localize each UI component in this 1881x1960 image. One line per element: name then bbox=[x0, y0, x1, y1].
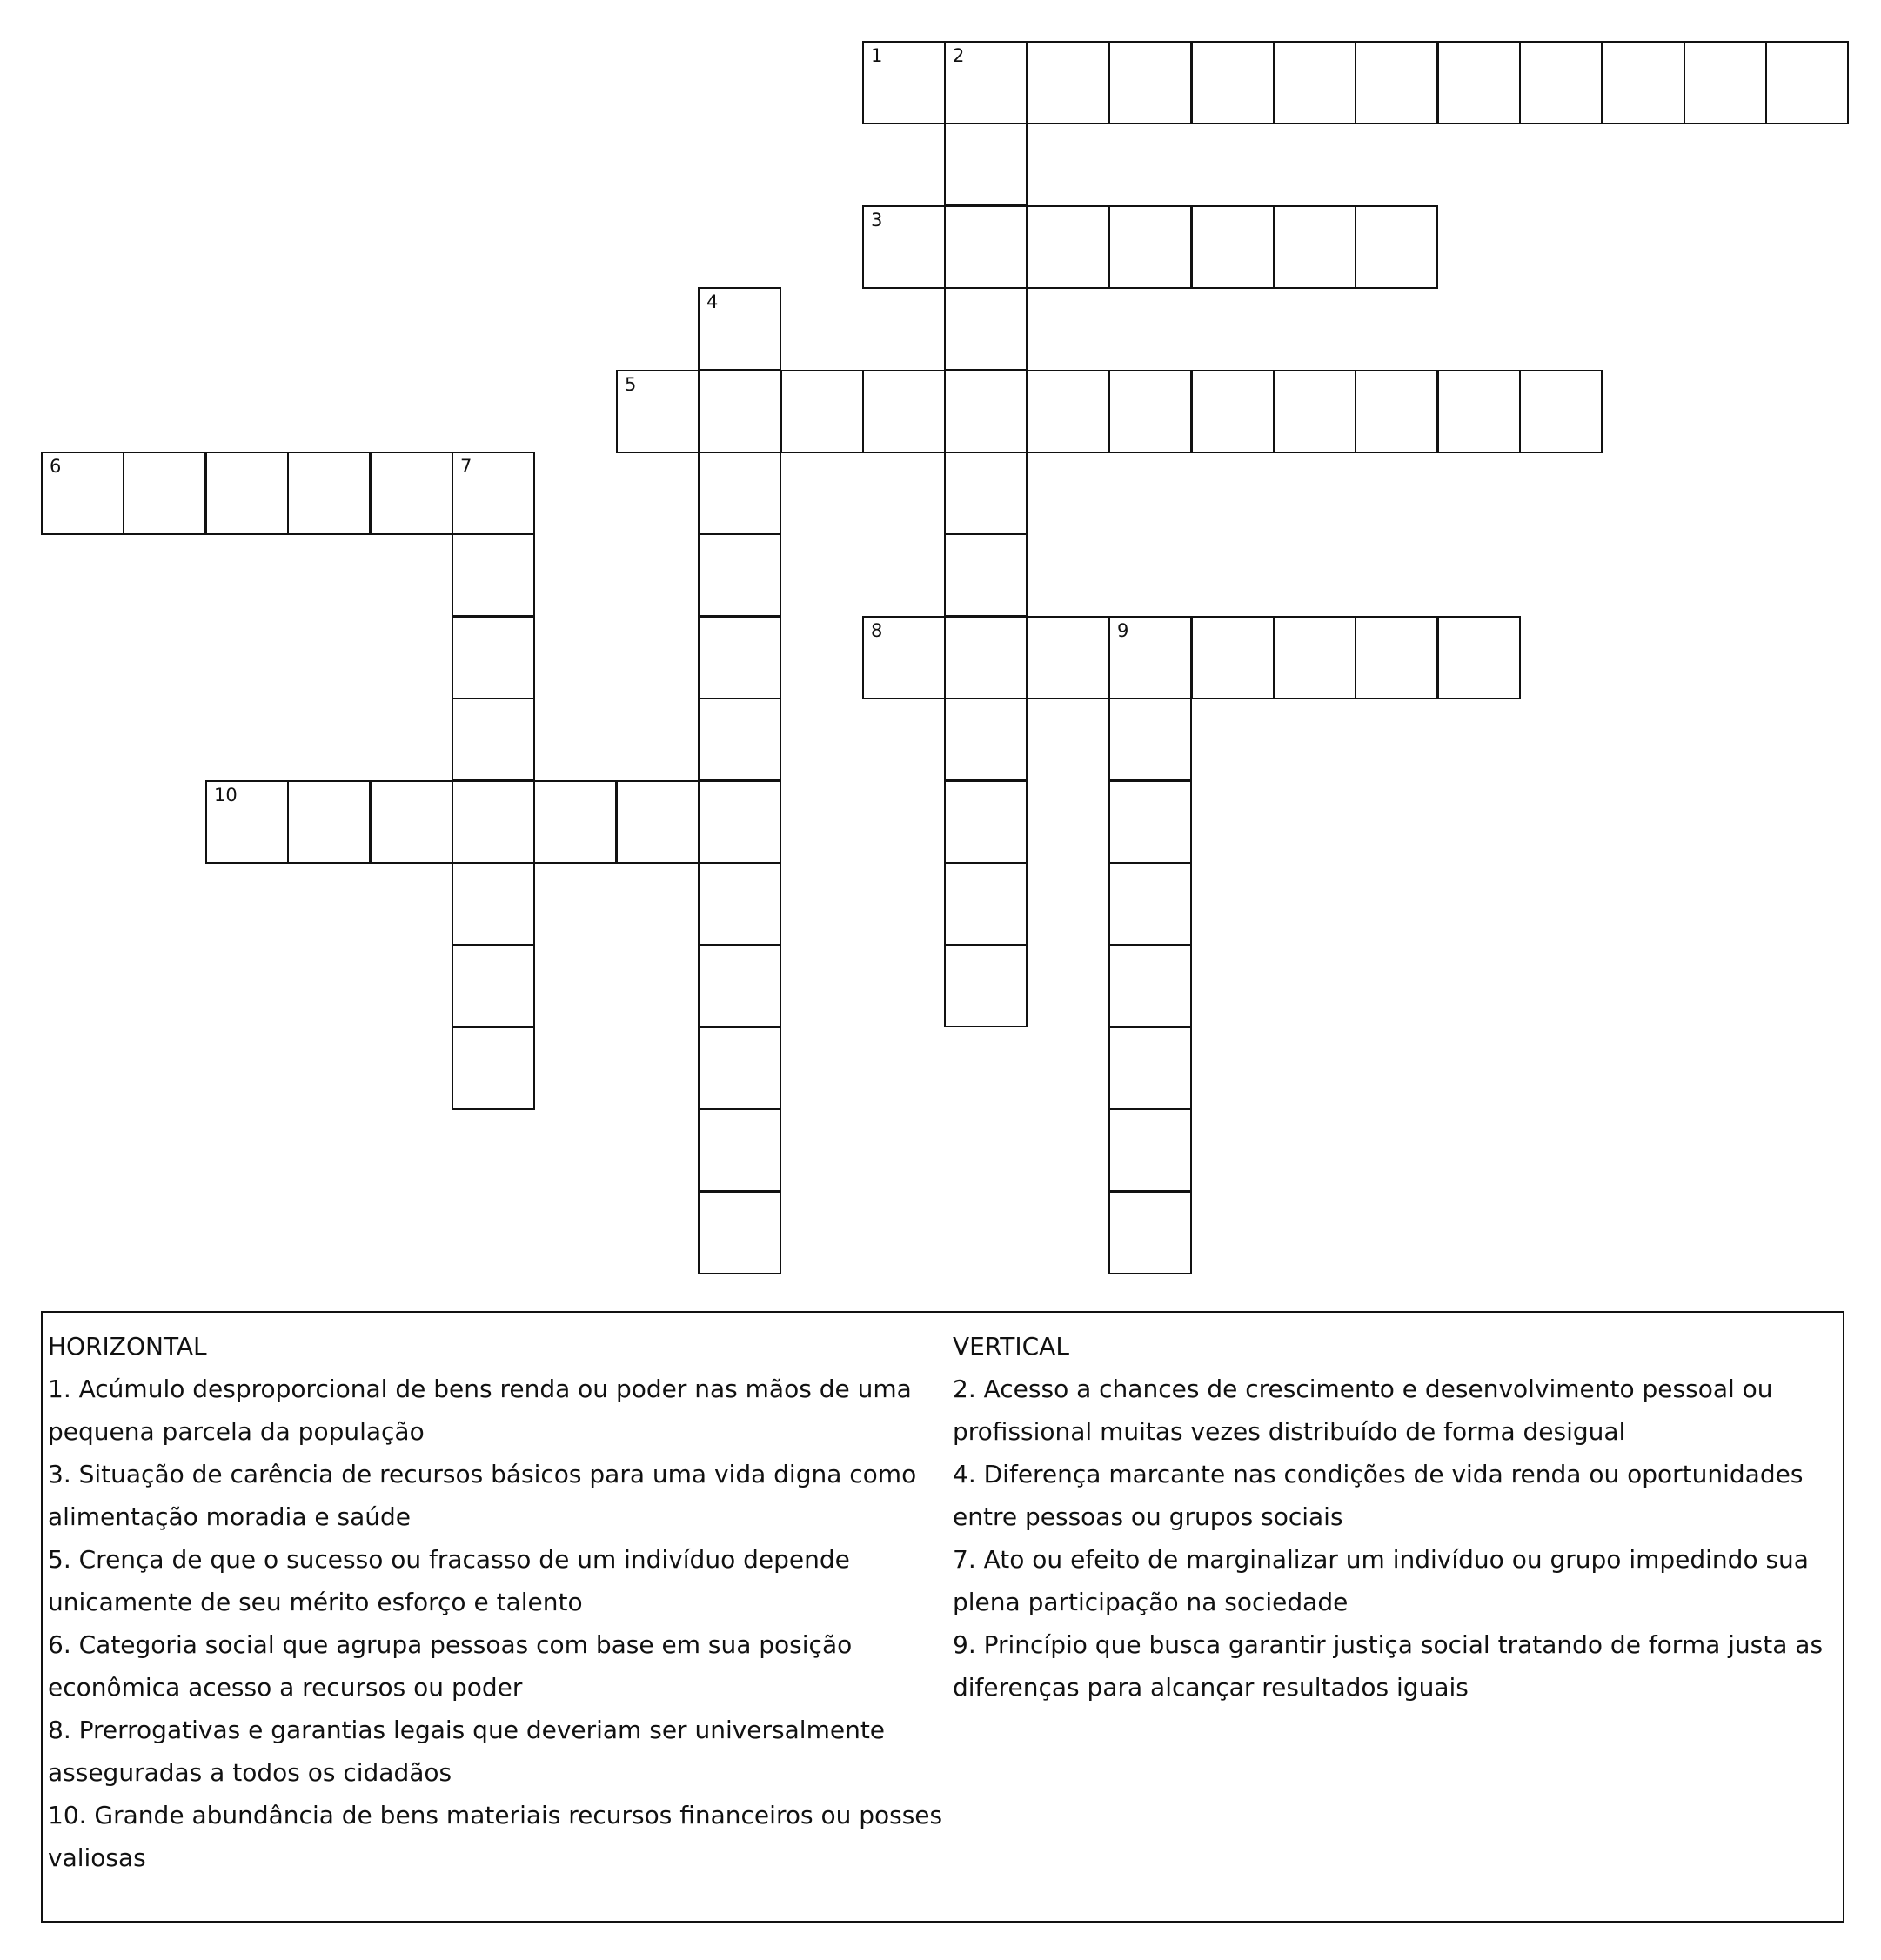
grid-cell[interactable] bbox=[1108, 1108, 1192, 1192]
vertical-clues bbox=[953, 1325, 1840, 1709]
grid-cell[interactable] bbox=[452, 1027, 535, 1110]
grid-cell[interactable] bbox=[944, 944, 1028, 1027]
grid-cell[interactable] bbox=[944, 533, 1028, 617]
grid-cell[interactable] bbox=[944, 370, 1028, 453]
clue-number-1: 1 bbox=[871, 45, 883, 66]
grid-cell[interactable] bbox=[944, 452, 1028, 535]
clue-down-9: 9. Princípio que busca garantir justiça social tratando de forma justa as diferenças para alcançar resultados iguais bbox=[953, 1630, 1824, 1702]
grid-cell[interactable] bbox=[533, 780, 617, 864]
clue-number-6: 6 bbox=[50, 456, 62, 477]
clue-down-7: 7. Ato ou efeito de marginalizar um indivíduo ou grupo impedindo sua plena participação na sociedade bbox=[953, 1545, 1809, 1616]
clue-number-5: 5 bbox=[625, 374, 637, 395]
grid-cell[interactable] bbox=[205, 452, 289, 535]
grid-cell[interactable] bbox=[698, 944, 781, 1027]
grid-cell[interactable] bbox=[1273, 205, 1356, 289]
clue-across-6: 6. Categoria social que agrupa pessoas com base em sua posição econômica acesso a recursos ou poder bbox=[48, 1630, 853, 1702]
grid-cell[interactable] bbox=[452, 780, 535, 864]
clue-down-2: 2. Acesso a chances de crescimento e desenvolvimento pessoal ou profissional muitas vezes distribuído de forma desigual bbox=[953, 1375, 1773, 1446]
grid-cell[interactable] bbox=[1765, 41, 1849, 124]
grid-cell[interactable] bbox=[616, 780, 700, 864]
grid-cell[interactable] bbox=[944, 698, 1028, 781]
clue-number-8: 8 bbox=[871, 620, 883, 641]
grid-cell[interactable] bbox=[1602, 41, 1685, 124]
grid-cell[interactable] bbox=[1108, 370, 1192, 453]
grid-cell[interactable] bbox=[944, 41, 1028, 124]
grid-cell[interactable] bbox=[287, 452, 371, 535]
grid-cell[interactable] bbox=[1273, 370, 1356, 453]
vertical-heading: VERTICAL bbox=[953, 1332, 1069, 1361]
grid-cell[interactable] bbox=[1108, 41, 1192, 124]
grid-cell[interactable] bbox=[1191, 205, 1275, 289]
grid-cell[interactable] bbox=[944, 862, 1028, 946]
grid-cell[interactable] bbox=[862, 616, 946, 699]
grid-cell[interactable] bbox=[1191, 370, 1275, 453]
grid-cell[interactable] bbox=[287, 780, 371, 864]
clue-number-7: 7 bbox=[460, 456, 472, 477]
grid-cell[interactable] bbox=[1027, 616, 1110, 699]
grid-cell[interactable] bbox=[698, 533, 781, 617]
grid-cell[interactable] bbox=[698, 780, 781, 864]
grid-cell[interactable] bbox=[698, 862, 781, 946]
grid-cell[interactable] bbox=[698, 370, 781, 453]
clue-across-5: 5. Crença de que o sucesso ou fracasso de um indivíduo depende unicamente de seu mérito esforço e talento bbox=[48, 1545, 850, 1616]
grid-cell[interactable] bbox=[1437, 616, 1521, 699]
grid-cell[interactable] bbox=[1108, 616, 1192, 699]
grid-cell[interactable] bbox=[944, 780, 1028, 864]
grid-cell[interactable] bbox=[1108, 944, 1192, 1027]
grid-cell[interactable] bbox=[944, 616, 1028, 699]
grid-cell[interactable] bbox=[1027, 41, 1110, 124]
clue-number-10: 10 bbox=[214, 785, 238, 806]
horizontal-clues bbox=[48, 1325, 970, 1879]
grid-cell[interactable] bbox=[1027, 370, 1110, 453]
grid-cell[interactable] bbox=[862, 41, 946, 124]
horizontal-heading: HORIZONTAL bbox=[48, 1332, 207, 1361]
grid-cell[interactable] bbox=[1437, 370, 1521, 453]
grid-cell[interactable] bbox=[123, 452, 206, 535]
clue-across-1: 1. Acúmulo desproporcional de bens renda ou poder nas mãos de uma pequena parcela da população bbox=[48, 1375, 912, 1446]
grid-cell[interactable] bbox=[1108, 1027, 1192, 1110]
grid-cell[interactable] bbox=[1355, 370, 1438, 453]
clue-across-10: 10. Grande abundância de bens materiais recursos financeiros ou posses valiosas bbox=[48, 1801, 943, 1872]
clue-down-4: 4. Diferença marcante nas condições de vida renda ou oportunidades entre pessoas ou grupos sociais bbox=[953, 1460, 1804, 1531]
grid-cell[interactable] bbox=[452, 698, 535, 781]
grid-cell[interactable] bbox=[1519, 41, 1603, 124]
grid-cell[interactable] bbox=[1027, 205, 1110, 289]
clue-number-2: 2 bbox=[953, 45, 965, 66]
grid-cell[interactable] bbox=[780, 370, 864, 453]
grid-cell[interactable] bbox=[1519, 370, 1603, 453]
clue-across-3: 3. Situação de carência de recursos básicos para uma vida digna como alimentação moradia e saúde bbox=[48, 1460, 917, 1531]
grid-cell[interactable] bbox=[862, 370, 946, 453]
grid-cell[interactable] bbox=[1191, 41, 1275, 124]
clue-across-8: 8. Prerrogativas e garantias legais que deveriam ser universalmente asseguradas a todos os cidadãos bbox=[48, 1716, 886, 1787]
grid-cell[interactable] bbox=[370, 780, 453, 864]
grid-cell[interactable] bbox=[944, 123, 1028, 206]
grid-cell[interactable] bbox=[1437, 41, 1521, 124]
grid-cell[interactable] bbox=[698, 616, 781, 699]
grid-cell[interactable] bbox=[616, 370, 700, 453]
grid-cell[interactable] bbox=[1273, 616, 1356, 699]
grid-cell[interactable] bbox=[41, 452, 124, 535]
grid-cell[interactable] bbox=[1684, 41, 1767, 124]
grid-cell[interactable] bbox=[370, 452, 453, 535]
grid-cell[interactable] bbox=[1108, 698, 1192, 781]
grid-cell[interactable] bbox=[452, 452, 535, 535]
clue-number-9: 9 bbox=[1117, 620, 1129, 641]
grid-cell[interactable] bbox=[698, 287, 781, 371]
grid-cell[interactable] bbox=[452, 616, 535, 699]
grid-cell[interactable] bbox=[1273, 41, 1356, 124]
grid-cell[interactable] bbox=[1355, 41, 1438, 124]
clue-number-4: 4 bbox=[706, 291, 719, 312]
grid-cell[interactable] bbox=[1355, 205, 1438, 289]
grid-cell[interactable] bbox=[698, 1027, 781, 1110]
clues-panel bbox=[41, 1311, 1844, 1923]
grid-cell[interactable] bbox=[944, 287, 1028, 371]
grid-cell[interactable] bbox=[698, 1191, 781, 1274]
clue-number-3: 3 bbox=[871, 210, 883, 231]
grid-cell[interactable] bbox=[452, 533, 535, 617]
grid-cell[interactable] bbox=[452, 944, 535, 1027]
grid-cell[interactable] bbox=[944, 205, 1028, 289]
grid-cell[interactable] bbox=[1355, 616, 1438, 699]
grid-cell[interactable] bbox=[1108, 1191, 1192, 1274]
grid-cell[interactable] bbox=[1108, 862, 1192, 946]
grid-cell[interactable] bbox=[698, 698, 781, 781]
grid-cell[interactable] bbox=[205, 780, 289, 864]
grid-cell[interactable] bbox=[452, 862, 535, 946]
grid-cell[interactable] bbox=[1108, 780, 1192, 864]
grid-cell[interactable] bbox=[862, 205, 946, 289]
grid-cell[interactable] bbox=[698, 1108, 781, 1192]
grid-cell[interactable] bbox=[1108, 205, 1192, 289]
grid-cell[interactable] bbox=[698, 452, 781, 535]
grid-cell[interactable] bbox=[1191, 616, 1275, 699]
